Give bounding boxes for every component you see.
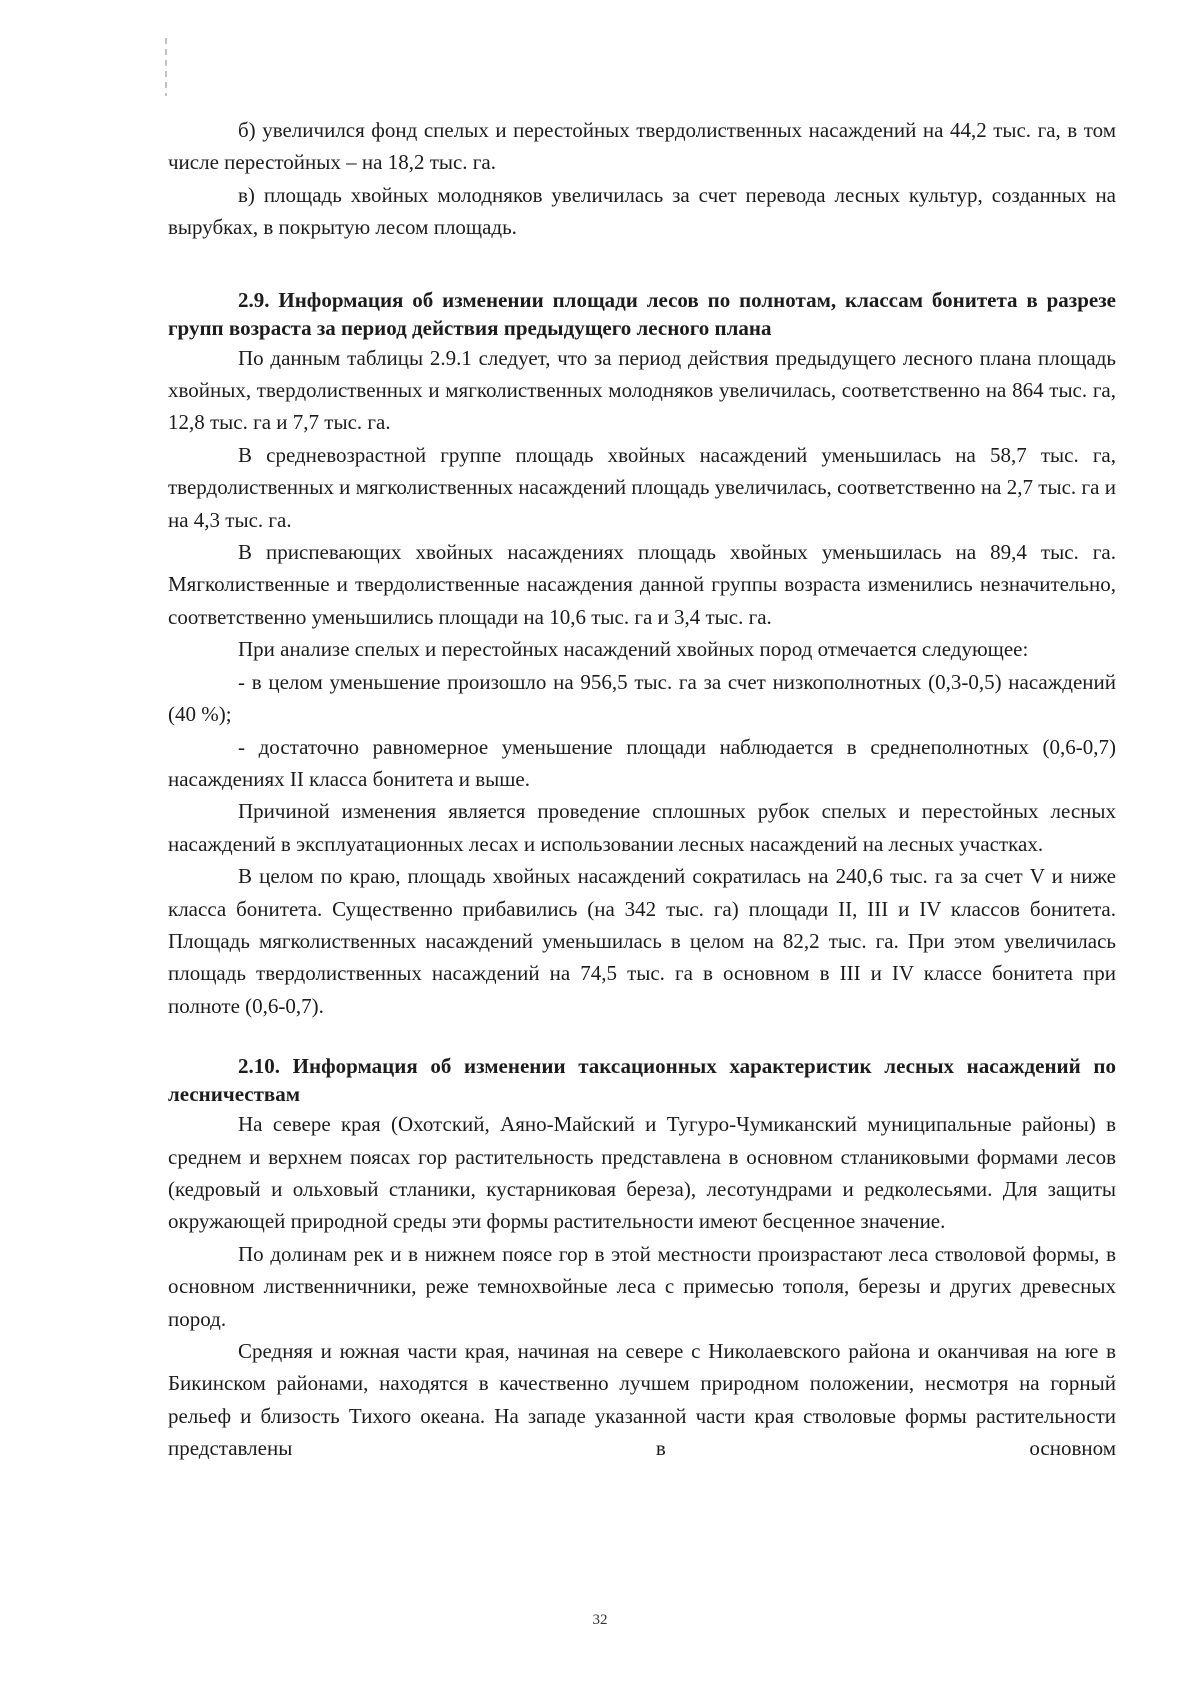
section-2-9-paragraph-2: В средневозрастной группе площадь хвойных насаждений уменьшилась на 58,7 тыс. га, твердолиственных и мягколиственных насаждений площадь увеличилась, соответственно на 2,7 тыс. га и на 4,3 тыс. га. (168, 442, 1116, 532)
intro-paragraph-1: б) увеличился фонд спелых и перестойных твердолиственных насаждений на 44,2 тыс. га, в том числе перестойных – на 18,2 тыс. га. (168, 118, 1116, 175)
document-page (168, 114, 1116, 1465)
section-2-9-heading: 2.9. Информация об изменении площади лесов по полнотам, классам бонитета в разрезе групп возраста за период действия предыдущего лесного плана (168, 287, 1116, 340)
page-number: 32 (592, 1612, 608, 1628)
section-2-10-paragraph-2: По долинам рек и в нижнем поясе гор в этой местности произрастают леса стволовой формы, в основном лиственничники, реже темнохвойные леса с примесью тополя, березы и других древесных пород. (168, 1241, 1116, 1331)
section-2-9-paragraph-3: В приспевающих хвойных насаждениях площадь хвойных уменьшилась на 89,4 тыс. га. Мягколиственные и твердолиственные насаждения данной группы возраста изменились незначительно, соответственно уменьшились площади на 10,6 тыс. га и 3,4 тыс. га. (168, 540, 1116, 629)
section-2-9-paragraph-4: При анализе спелых и перестойных насаждений хвойных пород отмечается следующее: (238, 637, 1029, 662)
section-2-10-paragraph-1: На севере края (Охотский, Аяно-Майский и Тугуро-Чумиканский муниципальные районы) в среднем и верхнем поясах гор растительность представлена в основном стланиковыми формами лесов (кедровый и ольховый стланики, кустарниковая береза), лесотундрами и редколесьями. Для защиты окружающей природной среды эти формы растительности имеют бесценное значение. (168, 1112, 1116, 1234)
section-2-9-paragraph-5: - в целом уменьшение произошло на 956,5 тыс. га за счет низкополнотных (0,3-0,5) насаждений (40 %); (168, 669, 1116, 727)
section-2-10-paragraph-3: Средняя и южная части края, начиная на севере с Николаевского района и оканчивая на юге в Бикинском районами, находятся в качественно лучшем природном положении, несмотря на горный рельеф и близость Тихого океана. На западе указанной части края стволовые формы растительности представлены в основном (168, 1339, 1116, 1461)
section-2-9-paragraph-7: Причиной изменения является проведение сплошных рубок спелых и перестойных лесных насаждений в эксплуатационных лесах и использовании лесных насаждений на лесных участках. (168, 799, 1116, 856)
section-2-10-heading: 2.10. Информация об изменении таксационных характеристик лесных насаждений по лесничествам (168, 1054, 1116, 1107)
section-2-9-paragraph-6: - достаточно равномерное уменьшение площади наблюдается в среднеполнотных (0,6-0,7) насаждениях II класса бонитета и выше. (168, 734, 1116, 791)
scan-artifact (165, 38, 167, 96)
intro-paragraph-2: в) площадь хвойных молодняков увеличилась за счет перевода лесных культур, созданных на вырубках, в покрытую лесом площадь. (168, 182, 1116, 240)
section-2-9-paragraph-1: По данным таблицы 2.9.1 следует, что за период действия предыдущего лесного плана площадь хвойных, твердолиственных и мягколиственных молодняков увеличилась, соответственно на 864 тыс. га, 12,8 тыс. га и 7,7 тыс. га. (168, 345, 1116, 435)
section-spacer (168, 244, 1116, 286)
section-spacer (168, 1022, 1116, 1052)
section-2-9-paragraph-8: В целом по краю, площадь хвойных насаждений сократилась на 240,6 тыс. га за счет V и ниже класса бонитета. Существенно прибавились (на 342 тыс. га) площади II, III и IV классов бонитета. Площадь мягколиственных насаждений уменьшилась в целом на 82,2 тыс. га. При этом увеличилась площадь твердолиственных насаждений на 74,5 тыс. га в основном в III и IV классе бонитета при полноте (0,6-0,7). (168, 864, 1116, 1018)
